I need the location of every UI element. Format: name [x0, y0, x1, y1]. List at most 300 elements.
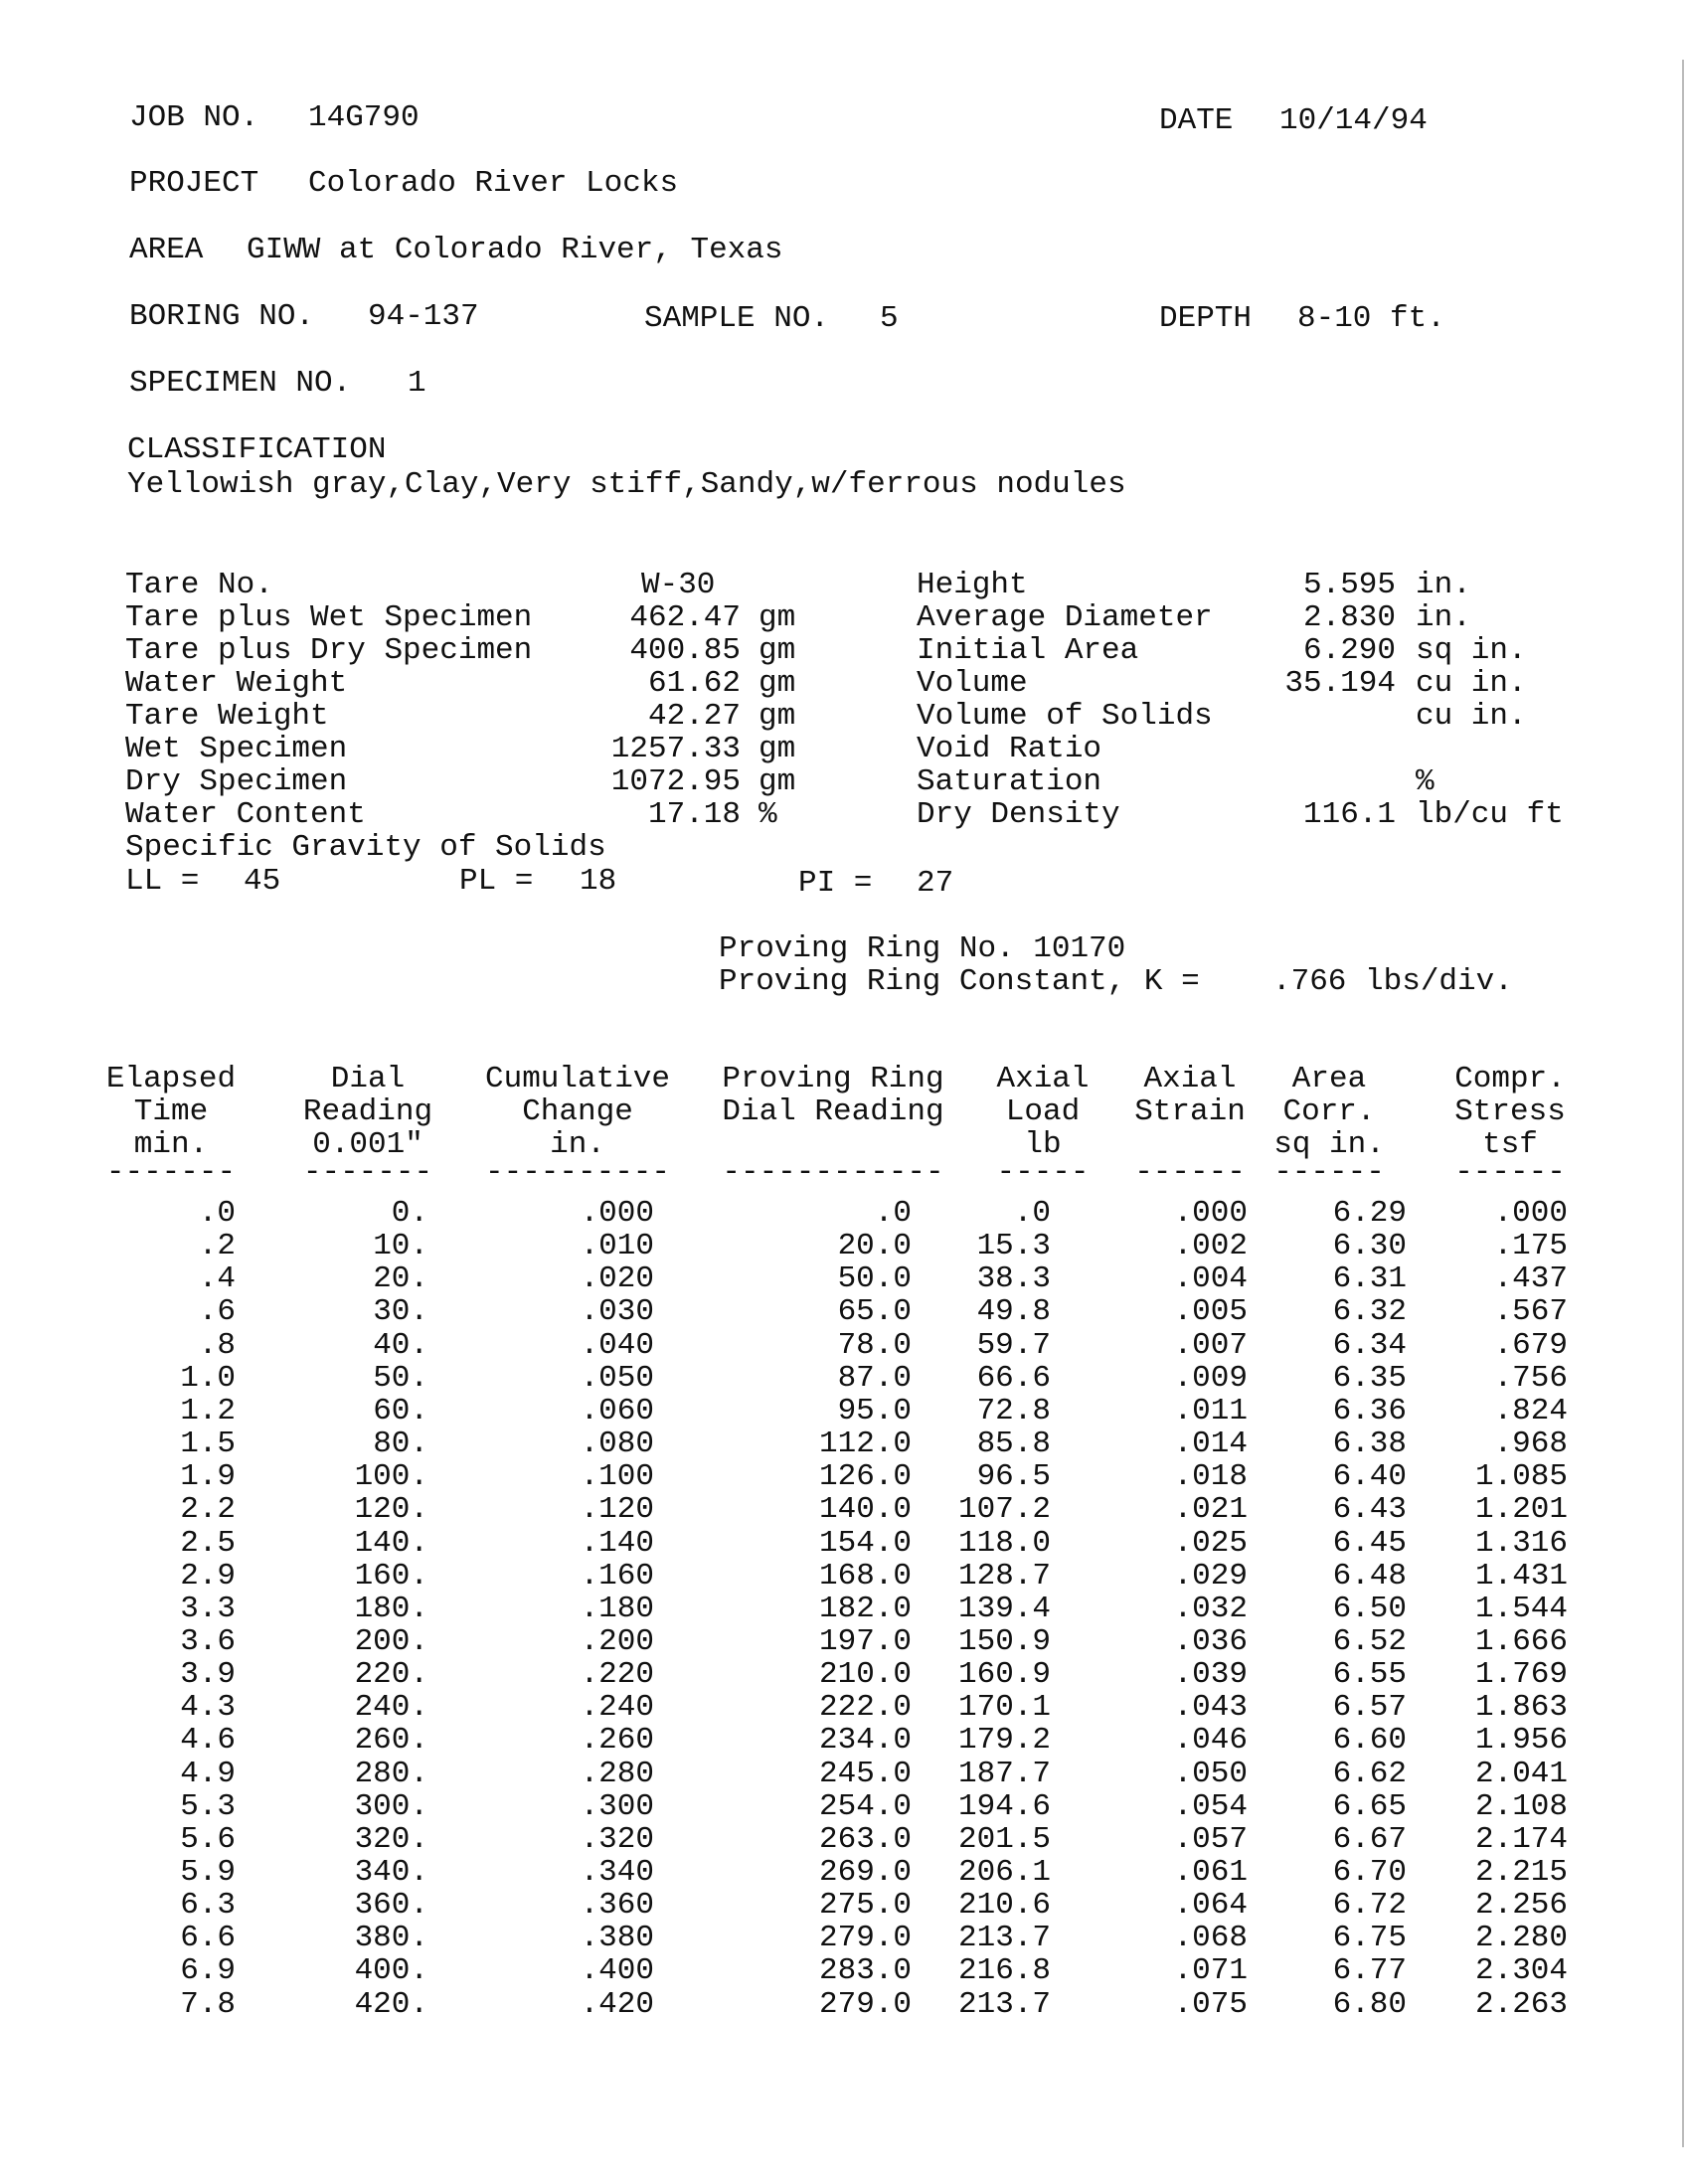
cell-axial-load: 128.7: [957, 1558, 1051, 1594]
cell-area-corr: 6.38: [1332, 1427, 1407, 1462]
cell-proving-ring-reading: 154.0: [818, 1525, 912, 1561]
cell-dial-reading: 30.: [373, 1294, 428, 1330]
cell-area-corr: 6.62: [1332, 1756, 1407, 1791]
sample-value: 5: [880, 301, 899, 336]
cell-axial-strain: .000: [1173, 1196, 1248, 1231]
cell-compr-stress: .000: [1493, 1196, 1568, 1231]
cell-axial-strain: .075: [1173, 1986, 1248, 2022]
cell-axial-strain: .009: [1173, 1360, 1248, 1396]
cell-dial-reading: 160.: [354, 1558, 428, 1594]
cell-axial-load: 210.6: [957, 1888, 1051, 1924]
cell-proving-ring-reading: 222.0: [818, 1690, 912, 1726]
cell-compr-stress: 2.263: [1474, 1986, 1568, 2022]
cell-area-corr: 6.34: [1332, 1327, 1407, 1363]
cell-cumulative-change: .280: [580, 1756, 654, 1791]
cell-proving-ring-reading: 275.0: [818, 1888, 912, 1924]
cell-elapsed-time: .8: [198, 1327, 236, 1363]
table-row: [0, 1593, 1688, 1625]
property-label: Initial Area: [917, 633, 1139, 668]
property-label: Dry Specimen: [125, 764, 348, 799]
cell-dial-reading: 10.: [373, 1229, 428, 1264]
cell-dial-reading: 380.: [354, 1921, 428, 1956]
cell-proving-ring-reading: 78.0: [837, 1327, 912, 1363]
cell-area-corr: 6.30: [1332, 1229, 1407, 1264]
cell-area-corr: 6.67: [1332, 1821, 1407, 1857]
cell-compr-stress: 1.316: [1474, 1525, 1568, 1561]
cell-cumulative-change: .260: [580, 1723, 654, 1759]
boring-label: BORING NO.: [129, 299, 315, 334]
cell-dial-reading: 120.: [354, 1492, 428, 1528]
pl-value: 18: [580, 864, 617, 899]
cell-axial-strain: .018: [1173, 1459, 1248, 1495]
cell-axial-load: .0: [1013, 1196, 1051, 1231]
header-proving-ring-reading: Dial Reading: [722, 1094, 944, 1129]
cell-axial-strain: .057: [1173, 1821, 1248, 1857]
cell-elapsed-time: 4.3: [180, 1690, 236, 1726]
property-value: 6.290: [1302, 633, 1396, 668]
property-unit: in.: [1416, 600, 1471, 635]
cell-axial-strain: .036: [1173, 1623, 1248, 1659]
cell-axial-load: 59.7: [976, 1327, 1051, 1363]
cell-elapsed-time: 6.3: [180, 1888, 236, 1924]
cell-compr-stress: 1.085: [1474, 1459, 1568, 1495]
date-value: 10/14/94: [1279, 103, 1428, 138]
cell-dial-reading: 360.: [354, 1888, 428, 1924]
cell-dial-reading: 400.: [354, 1953, 428, 1989]
cell-elapsed-time: .2: [198, 1229, 236, 1264]
property-unit: %: [1416, 764, 1435, 799]
cell-cumulative-change: .300: [580, 1788, 654, 1824]
table-row: [0, 1428, 1688, 1460]
table-row: [0, 1460, 1688, 1493]
cell-area-corr: 6.31: [1332, 1261, 1407, 1297]
cell-elapsed-time: 1.9: [180, 1459, 236, 1495]
table-row: [0, 1988, 1688, 2021]
cell-area-corr: 6.45: [1332, 1525, 1407, 1561]
cell-axial-strain: .064: [1173, 1888, 1248, 1924]
table-row: [0, 1625, 1688, 1658]
cell-dial-reading: 50.: [373, 1360, 428, 1396]
cell-proving-ring-reading: 269.0: [818, 1855, 912, 1890]
cell-dial-reading: 80.: [373, 1427, 428, 1462]
cell-cumulative-change: .180: [580, 1591, 654, 1626]
header-dashes: -------: [105, 1155, 237, 1190]
header-cumulative-change: Cumulative: [484, 1062, 671, 1096]
cell-axial-load: 160.9: [957, 1657, 1051, 1693]
job-value: 14G790: [308, 100, 420, 135]
property-label: Void Ratio: [917, 732, 1102, 766]
cell-proving-ring-reading: 140.0: [818, 1492, 912, 1528]
classification-value: Yellowish gray,Clay,Very stiff,Sandy,w/ferrous nodules: [127, 467, 1126, 502]
cell-compr-stress: 2.041: [1474, 1756, 1568, 1791]
cell-area-corr: 6.55: [1332, 1657, 1407, 1693]
area-label: AREA: [129, 233, 204, 267]
cell-cumulative-change: .160: [580, 1558, 654, 1594]
cell-axial-strain: .025: [1173, 1525, 1248, 1561]
header-compr-stress: Compr.: [1454, 1062, 1566, 1096]
cell-axial-load: 66.6: [976, 1360, 1051, 1396]
cell-proving-ring-reading: 126.0: [818, 1459, 912, 1495]
table-row: [0, 1691, 1688, 1724]
cell-cumulative-change: .040: [580, 1327, 654, 1363]
cell-dial-reading: 140.: [354, 1525, 428, 1561]
pl-label: PL =: [459, 864, 534, 899]
cell-axial-load: 49.8: [976, 1294, 1051, 1330]
table-row: [0, 1658, 1688, 1691]
cell-elapsed-time: 5.6: [180, 1821, 236, 1857]
cell-cumulative-change: .100: [580, 1459, 654, 1495]
cell-cumulative-change: .000: [580, 1196, 654, 1231]
header-area-corr: Corr.: [1282, 1094, 1376, 1129]
property-value: 116.1: [1302, 797, 1396, 832]
cell-area-corr: 6.77: [1332, 1953, 1407, 1989]
pi-label: PI =: [798, 866, 873, 901]
cell-dial-reading: 420.: [354, 1986, 428, 2022]
cell-compr-stress: 1.666: [1474, 1623, 1568, 1659]
cell-elapsed-time: .4: [198, 1261, 236, 1297]
table-row: [0, 1790, 1688, 1823]
property-unit: gm: [759, 666, 796, 701]
property-label: Tare plus Dry Specimen: [125, 633, 533, 668]
cell-cumulative-change: .320: [580, 1821, 654, 1857]
property-unit: gm: [759, 732, 796, 766]
cell-cumulative-change: .060: [580, 1393, 654, 1428]
property-unit: gm: [759, 600, 796, 635]
cell-area-corr: 6.80: [1332, 1986, 1407, 2022]
specimen-value: 1: [408, 366, 426, 401]
cell-axial-load: 213.7: [957, 1986, 1051, 2022]
cell-proving-ring-reading: 279.0: [818, 1921, 912, 1956]
cell-compr-stress: 2.174: [1474, 1821, 1568, 1857]
cell-proving-ring-reading: 254.0: [818, 1788, 912, 1824]
header-proving-ring-reading: Proving Ring: [722, 1062, 944, 1096]
cell-axial-strain: .043: [1173, 1690, 1248, 1726]
cell-elapsed-time: 1.2: [180, 1393, 236, 1428]
table-row: [0, 1295, 1688, 1328]
cell-dial-reading: 320.: [354, 1821, 428, 1857]
table-row: [0, 1823, 1688, 1856]
table-row: [0, 1329, 1688, 1362]
cell-elapsed-time: 6.9: [180, 1953, 236, 1989]
cell-cumulative-change: .380: [580, 1921, 654, 1956]
cell-axial-strain: .068: [1173, 1921, 1248, 1956]
depth-label: DEPTH: [1159, 301, 1253, 336]
header-area-corr: sq in.: [1273, 1127, 1385, 1162]
cell-axial-load: 96.5: [976, 1459, 1051, 1495]
property-value: 42.27: [647, 699, 741, 734]
cell-proving-ring-reading: 234.0: [818, 1723, 912, 1759]
property-label: Water Content: [125, 797, 366, 832]
property-unit: gm: [759, 699, 796, 734]
cell-elapsed-time: 1.0: [180, 1360, 236, 1396]
cell-proving-ring-reading: 95.0: [837, 1393, 912, 1428]
cell-cumulative-change: .120: [580, 1492, 654, 1528]
header-axial-load: Axial: [996, 1062, 1090, 1096]
cell-elapsed-time: 1.5: [180, 1427, 236, 1462]
cell-compr-stress: .968: [1493, 1427, 1568, 1462]
header-axial-load: Load: [1005, 1094, 1081, 1129]
depth-value: 8-10 ft.: [1297, 301, 1445, 336]
cell-axial-strain: .039: [1173, 1657, 1248, 1693]
cell-compr-stress: .824: [1493, 1393, 1568, 1428]
cell-area-corr: 6.72: [1332, 1888, 1407, 1924]
property-value: 17.18: [647, 797, 741, 832]
table-row: [0, 1954, 1688, 1987]
cell-compr-stress: 1.431: [1474, 1558, 1568, 1594]
cell-dial-reading: 40.: [373, 1327, 428, 1363]
header-dashes: ------: [1454, 1155, 1566, 1190]
cell-compr-stress: 1.956: [1474, 1723, 1568, 1759]
property-label: Average Diameter: [917, 600, 1213, 635]
property-value: 35.194: [1284, 666, 1396, 701]
job-label: JOB NO.: [129, 100, 259, 135]
cell-area-corr: 6.43: [1332, 1492, 1407, 1528]
cell-elapsed-time: 4.9: [180, 1756, 236, 1791]
cell-axial-strain: .046: [1173, 1723, 1248, 1759]
cell-cumulative-change: .360: [580, 1888, 654, 1924]
property-value: 61.62: [647, 666, 741, 701]
property-label: Saturation: [917, 764, 1102, 799]
pi-value: 27: [917, 866, 954, 901]
cell-dial-reading: 200.: [354, 1623, 428, 1659]
cell-compr-stress: .175: [1493, 1229, 1568, 1264]
cell-proving-ring-reading: 263.0: [818, 1821, 912, 1857]
cell-elapsed-time: 2.5: [180, 1525, 236, 1561]
table-row: [0, 1560, 1688, 1593]
table-row: [0, 1230, 1688, 1262]
header-compr-stress: tsf: [1482, 1127, 1538, 1162]
property-label: Volume of Solids: [917, 699, 1213, 734]
table-row: [0, 1856, 1688, 1889]
cell-axial-strain: .032: [1173, 1591, 1248, 1626]
cell-area-corr: 6.36: [1332, 1393, 1407, 1428]
cell-proving-ring-reading: 65.0: [837, 1294, 912, 1330]
cell-area-corr: 6.60: [1332, 1723, 1407, 1759]
cell-axial-load: 170.1: [957, 1690, 1051, 1726]
cell-axial-strain: .054: [1173, 1788, 1248, 1824]
cell-axial-load: 139.4: [957, 1591, 1051, 1626]
cell-elapsed-time: .6: [198, 1294, 236, 1330]
property-unit: gm: [759, 764, 796, 799]
table-row: [0, 1197, 1688, 1230]
cell-dial-reading: 240.: [354, 1690, 428, 1726]
cell-cumulative-change: .220: [580, 1657, 654, 1693]
cell-axial-load: 150.9: [957, 1623, 1051, 1659]
property-value: 400.85: [629, 633, 741, 668]
cell-proving-ring-reading: 87.0: [837, 1360, 912, 1396]
cell-proving-ring-reading: 283.0: [818, 1953, 912, 1989]
property-label: Volume: [917, 666, 1028, 701]
cell-axial-strain: .007: [1173, 1327, 1248, 1363]
cell-dial-reading: 340.: [354, 1855, 428, 1890]
cell-elapsed-time: 5.3: [180, 1788, 236, 1824]
cell-cumulative-change: .340: [580, 1855, 654, 1890]
cell-compr-stress: .567: [1493, 1294, 1568, 1330]
table-row: [0, 1922, 1688, 1954]
cell-elapsed-time: 2.9: [180, 1558, 236, 1594]
property-label: Wet Specimen: [125, 732, 348, 766]
cell-elapsed-time: 3.3: [180, 1591, 236, 1626]
header-dial-reading: 0.001": [312, 1127, 423, 1162]
header-elapsed-time: Time: [133, 1094, 209, 1129]
cell-compr-stress: 1.769: [1474, 1657, 1568, 1693]
cell-proving-ring-reading: 182.0: [818, 1591, 912, 1626]
property-value: W-30: [641, 568, 716, 602]
cell-axial-strain: .014: [1173, 1427, 1248, 1462]
cell-cumulative-change: .050: [580, 1360, 654, 1396]
cell-dial-reading: 20.: [373, 1261, 428, 1297]
property-label: Height: [917, 568, 1028, 602]
cell-compr-stress: 1.863: [1474, 1690, 1568, 1726]
cell-cumulative-change: .020: [580, 1261, 654, 1297]
table-row: [0, 1395, 1688, 1428]
property-label: Dry Density: [917, 797, 1120, 832]
cell-proving-ring-reading: 197.0: [818, 1623, 912, 1659]
cell-proving-ring-reading: .0: [874, 1196, 912, 1231]
cell-axial-strain: .002: [1173, 1229, 1248, 1264]
table-row: [0, 1362, 1688, 1395]
property-unit: %: [759, 797, 777, 832]
cell-proving-ring-reading: 279.0: [818, 1986, 912, 2022]
cell-cumulative-change: .010: [580, 1229, 654, 1264]
header-area-corr: Area: [1291, 1062, 1367, 1096]
cell-dial-reading: 280.: [354, 1756, 428, 1791]
cell-axial-load: 179.2: [957, 1723, 1051, 1759]
cell-area-corr: 6.75: [1332, 1921, 1407, 1956]
area-value: GIWW at Colorado River, Texas: [247, 233, 783, 267]
ll-label: LL =: [125, 864, 200, 899]
cell-proving-ring-reading: 20.0: [837, 1229, 912, 1264]
cell-elapsed-time: 3.6: [180, 1623, 236, 1659]
cell-elapsed-time: 3.9: [180, 1657, 236, 1693]
property-value: 1072.95: [610, 764, 741, 799]
cell-dial-reading: 300.: [354, 1788, 428, 1824]
cell-elapsed-time: .0: [198, 1196, 236, 1231]
cell-dial-reading: 180.: [354, 1591, 428, 1626]
cell-elapsed-time: 6.6: [180, 1921, 236, 1956]
header-axial-strain: Axial: [1143, 1062, 1237, 1096]
header-dashes: ------------: [722, 1155, 944, 1190]
cell-compr-stress: .756: [1493, 1360, 1568, 1396]
cell-axial-load: 15.3: [976, 1229, 1051, 1264]
cell-axial-strain: .029: [1173, 1558, 1248, 1594]
header-dashes: -----: [996, 1155, 1090, 1190]
cell-compr-stress: 1.201: [1474, 1492, 1568, 1528]
cell-dial-reading: 0.: [391, 1196, 428, 1231]
cell-proving-ring-reading: 168.0: [818, 1558, 912, 1594]
table-row: [0, 1262, 1688, 1295]
cell-compr-stress: 2.108: [1474, 1788, 1568, 1824]
project-value: Colorado River Locks: [308, 166, 679, 201]
proving-ring-constant-label: Proving Ring Constant, K =: [719, 964, 1200, 999]
cell-axial-strain: .005: [1173, 1294, 1248, 1330]
cell-axial-load: 107.2: [957, 1492, 1051, 1528]
property-value: 5.595: [1302, 568, 1396, 602]
table-row: [0, 1724, 1688, 1757]
cell-area-corr: 6.57: [1332, 1690, 1407, 1726]
cell-axial-load: 194.6: [957, 1788, 1051, 1824]
cell-proving-ring-reading: 50.0: [837, 1261, 912, 1297]
cell-area-corr: 6.65: [1332, 1788, 1407, 1824]
table-row: [0, 1493, 1688, 1526]
header-dial-reading: Dial: [330, 1062, 406, 1096]
cell-cumulative-change: .030: [580, 1294, 654, 1330]
table-row: [0, 1527, 1688, 1560]
cell-proving-ring-reading: 112.0: [818, 1427, 912, 1462]
table-row: [0, 1758, 1688, 1790]
cell-axial-load: 85.8: [976, 1427, 1051, 1462]
header-dashes: -------: [302, 1155, 433, 1190]
header-axial-load: lb: [1024, 1127, 1062, 1162]
cell-compr-stress: 2.215: [1474, 1855, 1568, 1890]
header-dashes: ----------: [484, 1155, 671, 1190]
cell-area-corr: 6.50: [1332, 1591, 1407, 1626]
property-label: Tare No.: [125, 568, 273, 602]
cell-dial-reading: 220.: [354, 1657, 428, 1693]
cell-cumulative-change: .240: [580, 1690, 654, 1726]
ll-value: 45: [244, 864, 281, 899]
cell-area-corr: 6.29: [1332, 1196, 1407, 1231]
sample-label: SAMPLE NO.: [644, 301, 830, 336]
property-value: 2.830: [1302, 600, 1396, 635]
table-row: [0, 1889, 1688, 1922]
cell-cumulative-change: .140: [580, 1525, 654, 1561]
cell-axial-load: 201.5: [957, 1821, 1051, 1857]
cell-area-corr: 6.35: [1332, 1360, 1407, 1396]
cell-dial-reading: 100.: [354, 1459, 428, 1495]
cell-axial-load: 187.7: [957, 1756, 1051, 1791]
project-label: PROJECT: [129, 166, 259, 201]
header-dashes: ------: [1134, 1155, 1246, 1190]
cell-elapsed-time: 2.2: [180, 1492, 236, 1528]
cell-compr-stress: .437: [1493, 1261, 1568, 1297]
header-dial-reading: Reading: [302, 1094, 433, 1129]
cell-axial-load: 38.3: [976, 1261, 1051, 1297]
cell-axial-strain: .011: [1173, 1393, 1248, 1428]
cell-axial-load: 118.0: [957, 1525, 1051, 1561]
header-cumulative-change: in.: [550, 1127, 605, 1162]
proving-ring-constant-value: .766 lbs/div.: [1272, 964, 1513, 999]
cell-axial-strain: .004: [1173, 1261, 1248, 1297]
cell-compr-stress: 2.256: [1474, 1888, 1568, 1924]
date-label: DATE: [1159, 103, 1234, 138]
property-unit: gm: [759, 633, 796, 668]
cell-area-corr: 6.70: [1332, 1855, 1407, 1890]
cell-dial-reading: 260.: [354, 1723, 428, 1759]
cell-axial-strain: .061: [1173, 1855, 1248, 1890]
cell-area-corr: 6.32: [1332, 1294, 1407, 1330]
cell-cumulative-change: .200: [580, 1623, 654, 1659]
property-value: 462.47: [629, 600, 741, 635]
property-label: Water Weight: [125, 666, 348, 701]
classification-label: CLASSIFICATION: [127, 432, 387, 467]
cell-compr-stress: 2.280: [1474, 1921, 1568, 1956]
header-elapsed-time: min.: [133, 1127, 209, 1162]
property-label: Specific Gravity of Solids: [125, 830, 606, 865]
cell-compr-stress: .679: [1493, 1327, 1568, 1363]
cell-area-corr: 6.52: [1332, 1623, 1407, 1659]
cell-axial-strain: .021: [1173, 1492, 1248, 1528]
cell-proving-ring-reading: 210.0: [818, 1657, 912, 1693]
property-value: 1257.33: [610, 732, 741, 766]
cell-elapsed-time: 4.6: [180, 1723, 236, 1759]
cell-elapsed-time: 5.9: [180, 1855, 236, 1890]
cell-axial-load: 216.8: [957, 1953, 1051, 1989]
cell-compr-stress: 2.304: [1474, 1953, 1568, 1989]
boring-value: 94-137: [368, 299, 479, 334]
property-label: Tare Weight: [125, 699, 329, 734]
cell-cumulative-change: .400: [580, 1953, 654, 1989]
